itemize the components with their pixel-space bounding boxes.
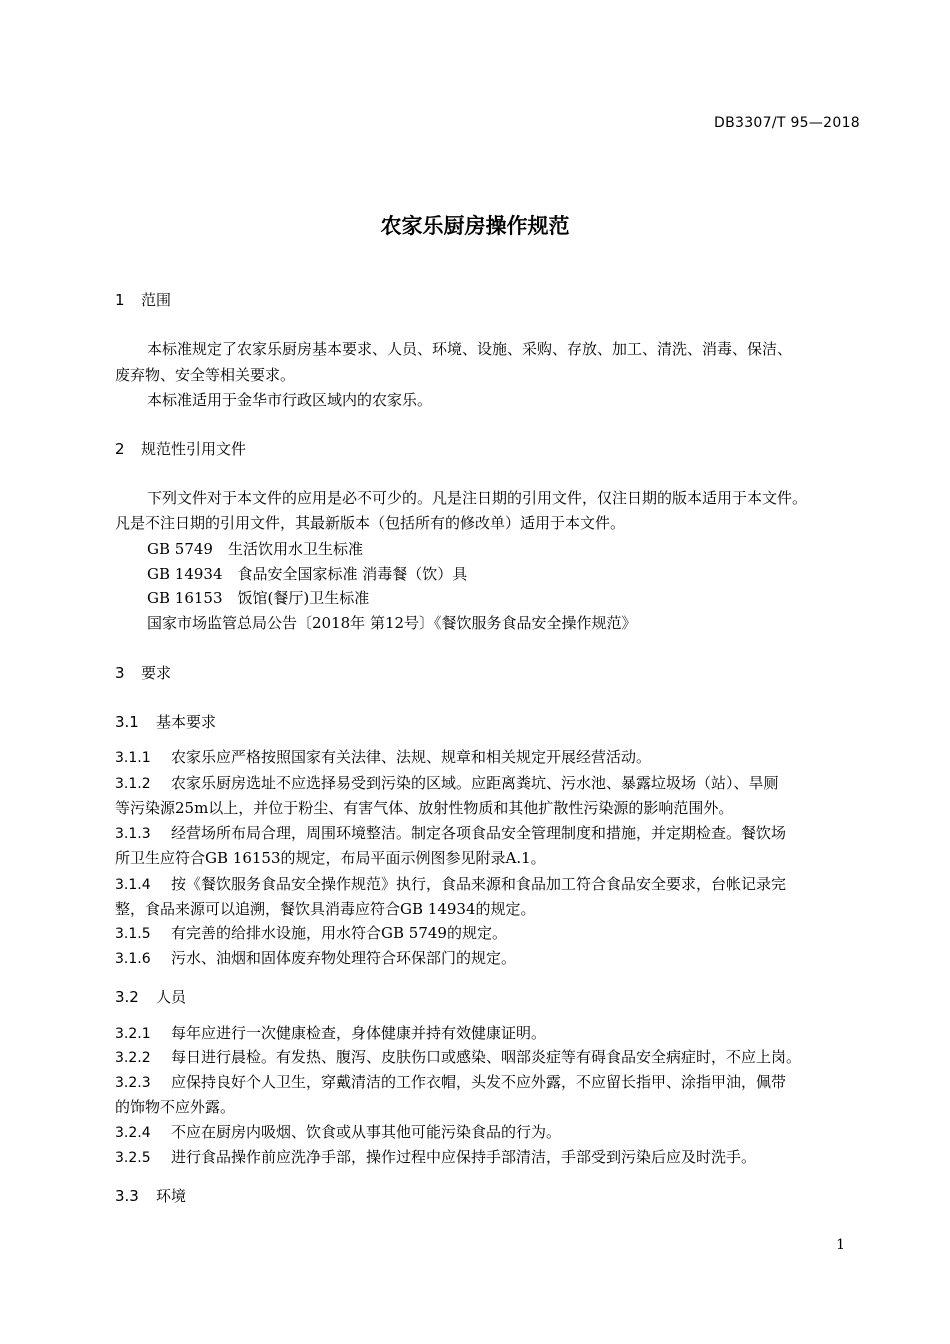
subsection-title: 基本要求 (156, 713, 217, 731)
section-title: 要求 (141, 664, 172, 682)
clause-3-1-5 (115, 922, 507, 943)
clause-3-2-3 (115, 1071, 786, 1092)
clause-text: 应保持良好个人卫生，穿戴清洁的工作衣帽，头发不应外露，不应留长指甲、涂指甲油，佩带 (171, 1073, 787, 1091)
clause-3-1-3 (115, 822, 786, 843)
clause-3-1-6 (115, 947, 516, 968)
section-2-heading (115, 438, 246, 459)
subsection-title: 人员 (156, 988, 187, 1006)
clause-text: 按《餐饮服务食品安全操作规范》执行，食品来源和食品加工符合食品安全要求，台帐记录完 (171, 875, 787, 893)
section-3-heading (115, 662, 171, 683)
clause-continuation: 所卫生应符合GB 16153的规定，布局平面示例图参见附录A.1。 (115, 849, 546, 867)
subsection-number: 3.3 (115, 1187, 139, 1205)
clause-number: 3.1.4 (115, 877, 151, 893)
clause-3-1-2 (115, 772, 779, 793)
paragraph-line: 本标准规定了农家乐厨房基本要求、人员、环境、设施、采购、存放、加工、清洗、消毒、保洁、 (147, 340, 793, 358)
clause-continuation: 整，食品来源可以追溯，餐饮具消毒应符合GB 14934的规定。 (115, 900, 536, 918)
section-1-heading (115, 289, 171, 310)
reference-item: GB 5749 生活饮用水卫生标准 (147, 540, 363, 558)
subsection-3-2-heading (115, 986, 186, 1007)
clause-text: 农家乐厨房选址不应选择易受到污染的区域。应距离粪坑、污水池、暴露垃圾场（站）、旱厕 (171, 774, 779, 792)
clause-text: 有完善的给排水设施，用水符合GB 5749的规定。 (171, 924, 507, 942)
clause-number: 3.1.3 (115, 826, 151, 842)
clause-continuation: 等污染源25m以上，并位于粉尘、有害气体、放射性物质和其他扩散性污染源的影响范围外。 (115, 799, 734, 817)
section-number: 1 (115, 291, 125, 309)
subsection-title: 环境 (156, 1187, 187, 1205)
clause-number: 3.1.5 (115, 926, 151, 942)
section-title: 范围 (141, 291, 172, 309)
clause-text: 污水、油烟和固体废弃物处理符合环保部门的规定。 (171, 949, 517, 967)
clause-3-2-5 (115, 1146, 756, 1167)
clause-3-2-2 (115, 1046, 801, 1067)
clause-text: 进行食品操作前应洗净手部，操作过程中应保持手部清洁，手部受到污染后应及时洗手。 (171, 1148, 757, 1166)
clause-number: 3.1.1 (115, 750, 151, 766)
section-number: 3 (115, 664, 125, 682)
section-number: 2 (115, 440, 125, 458)
clause-number: 3.2.1 (115, 1026, 151, 1042)
clause-number: 3.1.6 (115, 951, 151, 967)
clause-number: 3.1.2 (115, 776, 151, 792)
clause-continuation: 的饰物不应外露。 (115, 1098, 236, 1116)
clause-text: 不应在厨房内吸烟、饮食或从事其他可能污染食品的行为。 (171, 1123, 562, 1141)
clause-text: 每年应进行一次健康检查，身体健康并持有效健康证明。 (171, 1024, 547, 1042)
clause-number: 3.2.2 (115, 1050, 151, 1066)
clause-number: 3.2.3 (115, 1075, 151, 1091)
subsection-number: 3.1 (115, 713, 139, 731)
subsection-number: 3.2 (115, 988, 139, 1006)
clause-text: 农家乐应严格按照国家有关法律、法规、规章和相关规定开展经营活动。 (171, 748, 652, 766)
subsection-3-3-heading (115, 1185, 186, 1206)
clause-number: 3.2.4 (115, 1125, 151, 1141)
section-title: 规范性引用文件 (141, 440, 247, 458)
paragraph-line: 凡是不注日期的引用文件，其最新版本（包括所有的修改单）适用于本文件。 (115, 514, 626, 532)
paragraph-line: 本标准适用于金华市行政区域内的农家乐。 (147, 391, 433, 409)
paragraph-line: 废弃物、安全等相关要求。 (115, 366, 296, 384)
reference-item: GB 16153 饭馆(餐厅)卫生标准 (147, 589, 370, 607)
clause-3-2-1 (115, 1022, 546, 1043)
reference-item: 国家市场监管总局公告〔2018年 第12号〕《餐饮服务食品安全操作规范》 (147, 614, 637, 632)
paragraph-line: 下列文件对于本文件的应用是必不可少的。凡是注日期的引用文件，仅注日期的版本适用于本文件。 (147, 489, 808, 507)
reference-item: GB 14934 食品安全国家标准 消毒餐（饮）具 (147, 565, 468, 583)
clause-3-1-4 (115, 873, 786, 894)
subsection-3-1-heading (115, 711, 216, 732)
clause-text: 经营场所布局合理，周围环境整洁。制定各项食品安全管理制度和措施，并定期检查。餐饮场 (171, 824, 787, 842)
clause-3-2-4 (115, 1121, 561, 1142)
clause-text: 每日进行晨检。有发热、腹泻、皮肤伤口或感染、咽部炎症等有碍食品安全病症时，不应上岗。 (171, 1048, 802, 1066)
clause-3-1-1 (115, 746, 651, 767)
document-code: DB3307/T 95—2018 (714, 115, 860, 131)
page-number: 1 (836, 1237, 845, 1253)
document-title: 农家乐厨房操作规范 (380, 214, 570, 238)
clause-number: 3.2.5 (115, 1150, 151, 1166)
